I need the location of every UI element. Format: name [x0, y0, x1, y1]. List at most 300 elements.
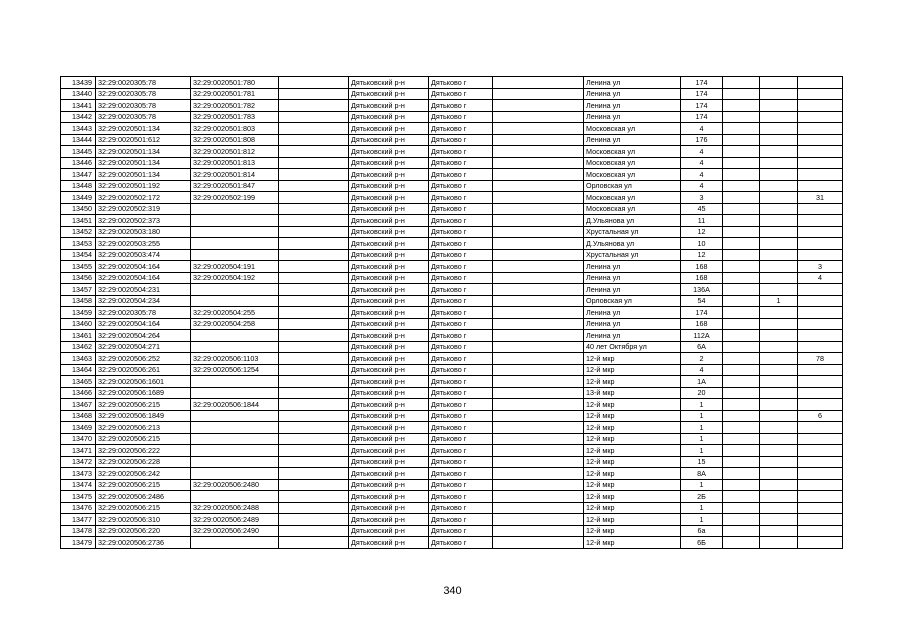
- table-row: [61, 502, 843, 514]
- table-cell: [723, 272, 760, 284]
- table-cell: [493, 456, 584, 468]
- table-cell: 54: [681, 295, 723, 307]
- table-cell: [493, 525, 584, 537]
- table-cell: [279, 318, 349, 330]
- table-cell: Дятьково г: [429, 261, 493, 273]
- table-cell: 174: [681, 77, 723, 89]
- table-cell: [760, 169, 798, 181]
- table-cell: [723, 77, 760, 89]
- table-row: [61, 169, 843, 181]
- table-cell: [493, 157, 584, 169]
- table-cell: 32:29:0020501:134: [96, 146, 191, 158]
- table-cell: 13471: [61, 445, 96, 457]
- table-cell: [798, 376, 843, 388]
- table-cell: [760, 479, 798, 491]
- table-cell: Московская ул: [584, 169, 681, 181]
- table-cell: Дятьково г: [429, 341, 493, 353]
- table-cell: [760, 192, 798, 204]
- table-cell: [191, 433, 279, 445]
- table-cell: 3: [798, 261, 843, 273]
- table-cell: [191, 410, 279, 422]
- table-cell: 12-й мкр: [584, 376, 681, 388]
- table-row: [61, 410, 843, 422]
- table-cell: 13470: [61, 433, 96, 445]
- table-cell: [798, 445, 843, 457]
- table-cell: [798, 111, 843, 123]
- table-cell: Московская ул: [584, 157, 681, 169]
- table-cell: Дятьковский р-н: [349, 422, 429, 434]
- table-cell: 6: [798, 410, 843, 422]
- table-cell: [493, 399, 584, 411]
- table-cell: 8А: [681, 468, 723, 480]
- table-cell: [760, 514, 798, 526]
- table-cell: [493, 433, 584, 445]
- table-cell: Дятьковский р-н: [349, 134, 429, 146]
- table-cell: 32:29:0020506:2488: [191, 502, 279, 514]
- table-cell: 32:29:0020504:231: [96, 284, 191, 296]
- table-cell: Дятьковский р-н: [349, 88, 429, 100]
- table-cell: [493, 295, 584, 307]
- table-cell: [279, 192, 349, 204]
- table-cell: [279, 433, 349, 445]
- table-cell: [279, 353, 349, 365]
- table-cell: [279, 111, 349, 123]
- table-cell: [723, 525, 760, 537]
- table-row: [61, 284, 843, 296]
- table-row: [61, 341, 843, 353]
- table-cell: [723, 422, 760, 434]
- table-cell: [493, 502, 584, 514]
- table-cell: [798, 249, 843, 261]
- table-cell: [798, 330, 843, 342]
- table-cell: 174: [681, 100, 723, 112]
- table-cell: Московская ул: [584, 192, 681, 204]
- table-body: [61, 77, 843, 549]
- table-cell: [723, 215, 760, 227]
- table-cell: Дятьково г: [429, 491, 493, 503]
- table-cell: 32:29:0020506:252: [96, 353, 191, 365]
- table-cell: [723, 249, 760, 261]
- table-row: [61, 387, 843, 399]
- table-cell: [279, 203, 349, 215]
- table-cell: Дятьковский р-н: [349, 502, 429, 514]
- table-cell: 12-й мкр: [584, 456, 681, 468]
- table-cell: 13465: [61, 376, 96, 388]
- table-cell: [191, 249, 279, 261]
- table-cell: [279, 364, 349, 376]
- table-cell: 32:29:0020504:255: [191, 307, 279, 319]
- table-cell: 32:29:0020504:234: [96, 295, 191, 307]
- table-cell: [191, 445, 279, 457]
- table-cell: 32:29:0020502:199: [191, 192, 279, 204]
- table-cell: 15: [681, 456, 723, 468]
- table-cell: Дятьково г: [429, 330, 493, 342]
- table-cell: [191, 226, 279, 238]
- table-cell: 32:29:0020305:78: [96, 88, 191, 100]
- table-cell: Дятьковский р-н: [349, 433, 429, 445]
- table-cell: [493, 192, 584, 204]
- table-cell: [493, 284, 584, 296]
- table-cell: Дятьково г: [429, 410, 493, 422]
- table-cell: 32:29:0020305:78: [96, 307, 191, 319]
- table-cell: 13466: [61, 387, 96, 399]
- table-cell: 13477: [61, 514, 96, 526]
- table-cell: Дятьково г: [429, 249, 493, 261]
- table-cell: [760, 387, 798, 399]
- table-cell: [760, 445, 798, 457]
- table-cell: Дятьковский р-н: [349, 364, 429, 376]
- table-cell: 32:29:0020506:1601: [96, 376, 191, 388]
- table-cell: 32:29:0020501:814: [191, 169, 279, 181]
- table-cell: [191, 422, 279, 434]
- table-row: [61, 238, 843, 250]
- registry-table: [60, 76, 843, 549]
- table-cell: 13455: [61, 261, 96, 273]
- table-cell: 1: [681, 399, 723, 411]
- table-cell: [279, 376, 349, 388]
- table-cell: 12-й мкр: [584, 433, 681, 445]
- table-cell: Орловская ул: [584, 295, 681, 307]
- table-cell: [798, 157, 843, 169]
- table-cell: Дятьковский р-н: [349, 537, 429, 549]
- table-cell: [191, 468, 279, 480]
- table-cell: [760, 261, 798, 273]
- table-cell: Дятьковский р-н: [349, 514, 429, 526]
- table-cell: [493, 249, 584, 261]
- table-cell: 32:29:0020506:2490: [191, 525, 279, 537]
- table-cell: [279, 479, 349, 491]
- table-cell: Орловская ул: [584, 180, 681, 192]
- table-cell: Д.Ульянова ул: [584, 215, 681, 227]
- table-cell: Дятьково г: [429, 525, 493, 537]
- table-cell: 32:29:0020503:180: [96, 226, 191, 238]
- table-cell: 1: [760, 295, 798, 307]
- table-cell: 13-й мкр: [584, 387, 681, 399]
- table-cell: 13473: [61, 468, 96, 480]
- table-cell: [493, 387, 584, 399]
- table-cell: Хрустальная ул: [584, 226, 681, 238]
- table-cell: Дятьковский р-н: [349, 169, 429, 181]
- table-cell: Дятьковский р-н: [349, 157, 429, 169]
- table-cell: 32:29:0020305:78: [96, 100, 191, 112]
- table-cell: [723, 123, 760, 135]
- table-cell: [279, 445, 349, 457]
- table-cell: [760, 134, 798, 146]
- table-row: [61, 157, 843, 169]
- table-cell: 4: [681, 169, 723, 181]
- table-cell: Дятьковский р-н: [349, 249, 429, 261]
- table-cell: [493, 134, 584, 146]
- table-cell: [760, 249, 798, 261]
- table-cell: 12: [681, 249, 723, 261]
- table-cell: 1А: [681, 376, 723, 388]
- table-cell: Московская ул: [584, 123, 681, 135]
- table-cell: [493, 146, 584, 158]
- table-cell: Дятьковский р-н: [349, 353, 429, 365]
- table-cell: Дятьковский р-н: [349, 77, 429, 89]
- table-cell: [760, 307, 798, 319]
- table-cell: Дятьково г: [429, 479, 493, 491]
- table-cell: 10: [681, 238, 723, 250]
- table-cell: Дятьково г: [429, 468, 493, 480]
- table-cell: 13475: [61, 491, 96, 503]
- table-cell: Д.Ульянова ул: [584, 238, 681, 250]
- table-cell: [279, 456, 349, 468]
- table-cell: [493, 537, 584, 549]
- table-cell: [493, 353, 584, 365]
- table-cell: Дятьково г: [429, 203, 493, 215]
- table-cell: [493, 445, 584, 457]
- table-cell: [760, 203, 798, 215]
- table-cell: [760, 88, 798, 100]
- table-cell: 13474: [61, 479, 96, 491]
- table-cell: [798, 422, 843, 434]
- table-cell: 32:29:0020506:222: [96, 445, 191, 457]
- table-cell: [760, 399, 798, 411]
- table-cell: 32:29:0020506:261: [96, 364, 191, 376]
- table-cell: 13440: [61, 88, 96, 100]
- table-row: [61, 468, 843, 480]
- table-cell: 32:29:0020501:192: [96, 180, 191, 192]
- table-cell: [493, 123, 584, 135]
- table-cell: 32:29:0020502:373: [96, 215, 191, 227]
- table-cell: 4: [681, 364, 723, 376]
- table-cell: Дятьковский р-н: [349, 330, 429, 342]
- table-cell: [723, 468, 760, 480]
- table-cell: Дятьковский р-н: [349, 376, 429, 388]
- table-cell: 13439: [61, 77, 96, 89]
- table-cell: [723, 203, 760, 215]
- table-cell: 1: [681, 422, 723, 434]
- table-cell: Дятьковский р-н: [349, 399, 429, 411]
- table-cell: [723, 479, 760, 491]
- table-cell: [723, 238, 760, 250]
- table-cell: Дятьково г: [429, 123, 493, 135]
- table-row: [61, 445, 843, 457]
- table-cell: [279, 387, 349, 399]
- table-cell: Дятьково г: [429, 502, 493, 514]
- table-cell: Дятьковский р-н: [349, 180, 429, 192]
- table-cell: 32:29:0020501:803: [191, 123, 279, 135]
- table-cell: 13443: [61, 123, 96, 135]
- table-cell: [798, 215, 843, 227]
- table-cell: [798, 387, 843, 399]
- table-cell: 1: [681, 514, 723, 526]
- table-cell: Дятьково г: [429, 422, 493, 434]
- table-cell: [723, 318, 760, 330]
- table-cell: 32:29:0020501:847: [191, 180, 279, 192]
- table-cell: 13462: [61, 341, 96, 353]
- table-cell: [279, 180, 349, 192]
- table-cell: [798, 295, 843, 307]
- table-cell: Московская ул: [584, 146, 681, 158]
- table-cell: [279, 169, 349, 181]
- table-cell: 32:29:0020501:612: [96, 134, 191, 146]
- table-cell: [798, 284, 843, 296]
- table-cell: [723, 399, 760, 411]
- table-cell: [279, 514, 349, 526]
- table-cell: [493, 100, 584, 112]
- table-cell: [798, 399, 843, 411]
- table-cell: [279, 330, 349, 342]
- table-cell: Дятьково г: [429, 111, 493, 123]
- table-row: [61, 353, 843, 365]
- table-cell: Ленина ул: [584, 111, 681, 123]
- table-cell: [723, 433, 760, 445]
- table-cell: Дятьково г: [429, 134, 493, 146]
- table-cell: 6А: [681, 341, 723, 353]
- table-row: [61, 249, 843, 261]
- table-cell: [798, 100, 843, 112]
- table-cell: 6а: [681, 525, 723, 537]
- table-row: [61, 525, 843, 537]
- table-cell: [493, 238, 584, 250]
- table-cell: 12-й мкр: [584, 353, 681, 365]
- table-cell: [279, 249, 349, 261]
- table-cell: [279, 88, 349, 100]
- table-cell: Ленина ул: [584, 77, 681, 89]
- table-row: [61, 123, 843, 135]
- table-cell: 13467: [61, 399, 96, 411]
- table-row: [61, 180, 843, 192]
- table-cell: 13442: [61, 111, 96, 123]
- table-cell: 32:29:0020501:783: [191, 111, 279, 123]
- table-cell: [798, 77, 843, 89]
- table-cell: 32:29:0020504:191: [191, 261, 279, 273]
- table-row: [61, 491, 843, 503]
- table-cell: [191, 238, 279, 250]
- table-cell: [723, 387, 760, 399]
- table-cell: [493, 422, 584, 434]
- table-cell: 32:29:0020506:215: [96, 399, 191, 411]
- table-cell: [279, 157, 349, 169]
- table-cell: [279, 295, 349, 307]
- table-cell: [191, 456, 279, 468]
- table-cell: [760, 238, 798, 250]
- table-cell: [798, 318, 843, 330]
- table-cell: Дятьковский р-н: [349, 479, 429, 491]
- table-cell: 176: [681, 134, 723, 146]
- table-cell: 32:29:0020506:2480: [191, 479, 279, 491]
- table-cell: 40 лет Октября ул: [584, 341, 681, 353]
- table-cell: 32:29:0020501:808: [191, 134, 279, 146]
- table-cell: [723, 445, 760, 457]
- table-cell: Ленина ул: [584, 330, 681, 342]
- table-cell: [798, 341, 843, 353]
- table-cell: [493, 203, 584, 215]
- table-cell: [723, 192, 760, 204]
- table-cell: [723, 364, 760, 376]
- table-cell: 2: [681, 353, 723, 365]
- table-cell: Дятьково г: [429, 295, 493, 307]
- table-cell: 13464: [61, 364, 96, 376]
- table-cell: [279, 100, 349, 112]
- table-cell: Дятьковский р-н: [349, 307, 429, 319]
- table-cell: 32:29:0020506:1689: [96, 387, 191, 399]
- table-cell: [723, 537, 760, 549]
- table-cell: [760, 491, 798, 503]
- table-cell: [191, 295, 279, 307]
- table-cell: 13461: [61, 330, 96, 342]
- table-cell: 13458: [61, 295, 96, 307]
- table-cell: 12-й мкр: [584, 537, 681, 549]
- table-cell: [191, 341, 279, 353]
- table-cell: Дятьковский р-н: [349, 146, 429, 158]
- table-cell: Ленина ул: [584, 318, 681, 330]
- table-cell: 4: [681, 157, 723, 169]
- table-cell: [798, 169, 843, 181]
- table-cell: [798, 307, 843, 319]
- table-cell: Ленина ул: [584, 134, 681, 146]
- table-cell: 12-й мкр: [584, 491, 681, 503]
- table-cell: [760, 77, 798, 89]
- table-cell: Дятьково г: [429, 514, 493, 526]
- table-row: [61, 318, 843, 330]
- table-cell: 32:29:0020506:1103: [191, 353, 279, 365]
- table-cell: 13476: [61, 502, 96, 514]
- table-cell: 32:29:0020506:2486: [96, 491, 191, 503]
- table-cell: [798, 88, 843, 100]
- table-cell: Дятьковский р-н: [349, 272, 429, 284]
- table-cell: [191, 387, 279, 399]
- table-cell: [760, 123, 798, 135]
- table-cell: [760, 146, 798, 158]
- table-cell: Дятьковский р-н: [349, 215, 429, 227]
- table-cell: 4: [681, 146, 723, 158]
- table-cell: [760, 468, 798, 480]
- table-cell: [723, 491, 760, 503]
- table-cell: 32:29:0020506:215: [96, 433, 191, 445]
- table-cell: [493, 410, 584, 422]
- table-cell: [798, 180, 843, 192]
- table-cell: 13445: [61, 146, 96, 158]
- table-row: [61, 422, 843, 434]
- table-cell: Дятьково г: [429, 272, 493, 284]
- table-cell: [279, 468, 349, 480]
- table-cell: Ленина ул: [584, 261, 681, 273]
- table-cell: [760, 330, 798, 342]
- table-cell: [798, 456, 843, 468]
- table-cell: [723, 295, 760, 307]
- table-cell: 32:29:0020504:258: [191, 318, 279, 330]
- table-cell: [493, 272, 584, 284]
- table-row: [61, 146, 843, 158]
- table-cell: [191, 215, 279, 227]
- table-cell: [760, 226, 798, 238]
- table-cell: [723, 341, 760, 353]
- table-cell: [493, 468, 584, 480]
- table-cell: 1: [681, 445, 723, 457]
- table-row: [61, 261, 843, 273]
- table-cell: 12-й мкр: [584, 468, 681, 480]
- table-cell: 1: [681, 479, 723, 491]
- table-cell: [493, 318, 584, 330]
- table-cell: Дятьково г: [429, 307, 493, 319]
- table-cell: [493, 479, 584, 491]
- table-row: [61, 295, 843, 307]
- table-cell: 32:29:0020506:228: [96, 456, 191, 468]
- table-cell: [798, 479, 843, 491]
- table-cell: [493, 169, 584, 181]
- table-cell: Дятьковский р-н: [349, 445, 429, 457]
- table-cell: [191, 203, 279, 215]
- table-cell: [798, 203, 843, 215]
- table-cell: 13444: [61, 134, 96, 146]
- table-cell: Дятьково г: [429, 88, 493, 100]
- table-cell: [493, 364, 584, 376]
- table-cell: Дятьковский р-н: [349, 261, 429, 273]
- table-cell: 4: [798, 272, 843, 284]
